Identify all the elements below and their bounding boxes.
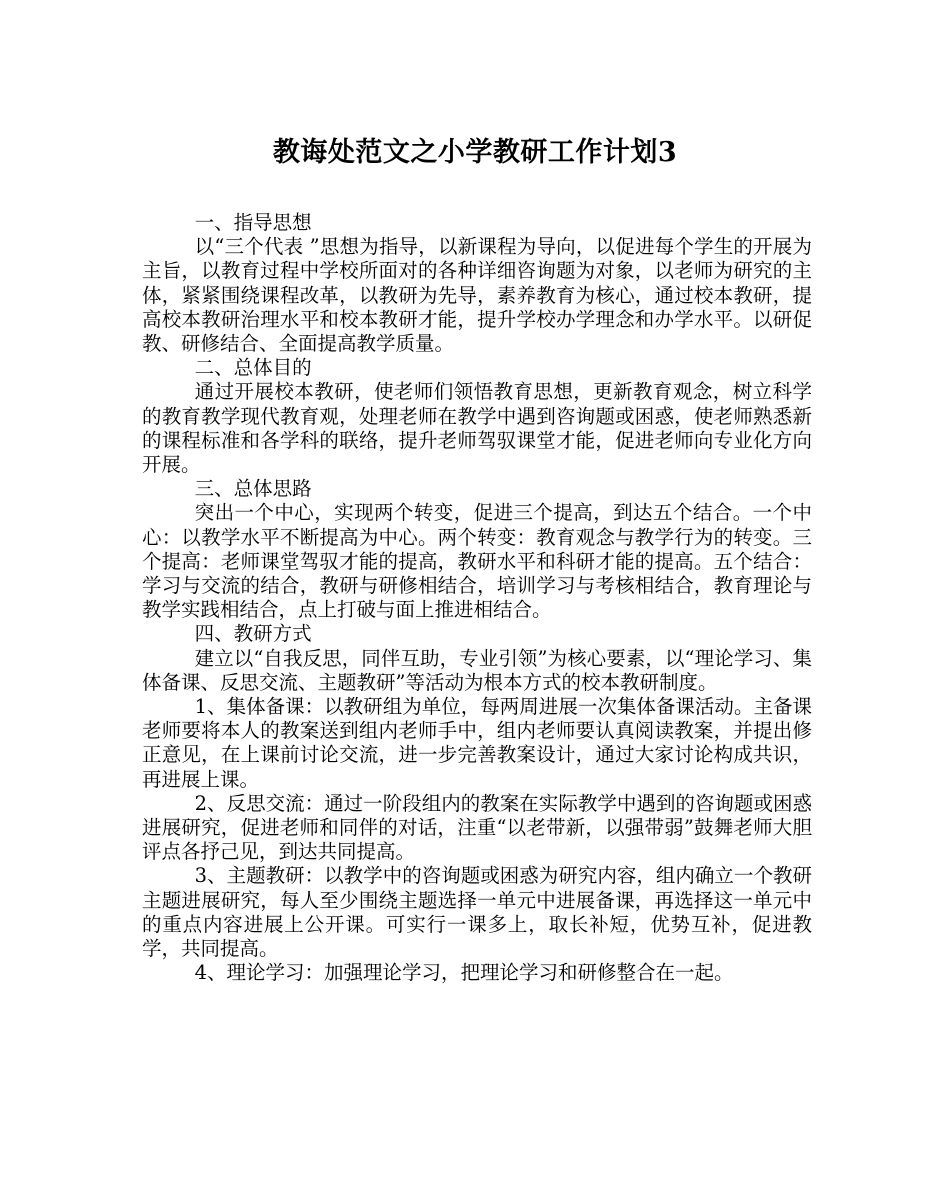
paragraph: 以“三个代表 ”思想为指导，以新课程为导向，以促进每个学生的开展为主旨，以教育过程中学校所面对的各种详细咨询题为对象，以老师为研究的主体，紧紧围绕课程改革，以教研为先导，素养教育为核心，通过校本教研，提高校本教研治理水平和校本教研才能，提升学校办学理念和办学水平。以研促教、研修结合、全面提高教学质量。 [142,235,812,356]
paragraph: 4、理论学习：加强理论学习，把理论学习和研修整合在一起。 [194,961,734,985]
section-heading: 四、教研方式 [194,622,312,646]
section-heading: 一、指导思想 [194,211,312,234]
paragraph: 通过开展校本教研，使老师们领悟教育思想，更新教育观念，树立科学的教育教学现代教育观，处理老师在教学中遇到咨询题或困惑，使老师熟悉新的课程标准和各学科的联络，提升老师驾驭课堂才能，促进老师向专业化方向开展。 [142,380,812,477]
document-body [142,211,812,986]
section-heading: 二、总体目的 [194,356,312,380]
paragraph: 建立以“自我反思，同伴互助，专业引领”为核心要素，以“理论学习、集体备课、反思交流、主题教研”等活动为根本方式的校本教研制度。 [142,646,812,694]
paragraph: 2、反思交流：通过一阶段组内的教案在实际教学中遇到的咨询题或困惑进展研究，促进老师和同伴的对话，注重“以老带新，以强带弱”鼓舞老师大胆评点各抒己见，到达共同提高。 [142,791,812,864]
section-heading: 三、总体思路 [194,477,312,501]
paragraph: 突出一个中心，实现两个转变，促进三个提高，到达五个结合。一个中心：以教学水平不断提高为中心。两个转变：教育观念与教学行为的转变。三个提高：老师课堂驾驭才能的提高，教研水平和科研才能的提高。五个结合：学习与交流的结合，教研与研修相结合，培训学习与考核相结合，教育理论与教学实践相结合，点上打破与面上推进相结合。 [142,501,812,622]
paragraph: 3、主题教研：以教学中的咨询题或困惑为研究内容，组内确立一个教研主题进展研究，每人至少围绕主题选择一单元中进展备课，再选择这一单元中的重点内容进展上公开课。可实行一课多上，取长补短，优势互补，促进教学，共同提高。 [142,864,812,961]
document-title: 教诲处范文之小学教研工作计划3 [272,137,678,168]
paragraph: 1、集体备课：以教研组为单位，每两周进展一次集体备课活动。主备课老师要将本人的教案送到组内老师手中，组内老师要认真阅读教案，并提出修正意见，在上课前讨论交流，进一步完善教案设计，通过大家讨论构成共识，再进展上课。 [142,695,812,791]
